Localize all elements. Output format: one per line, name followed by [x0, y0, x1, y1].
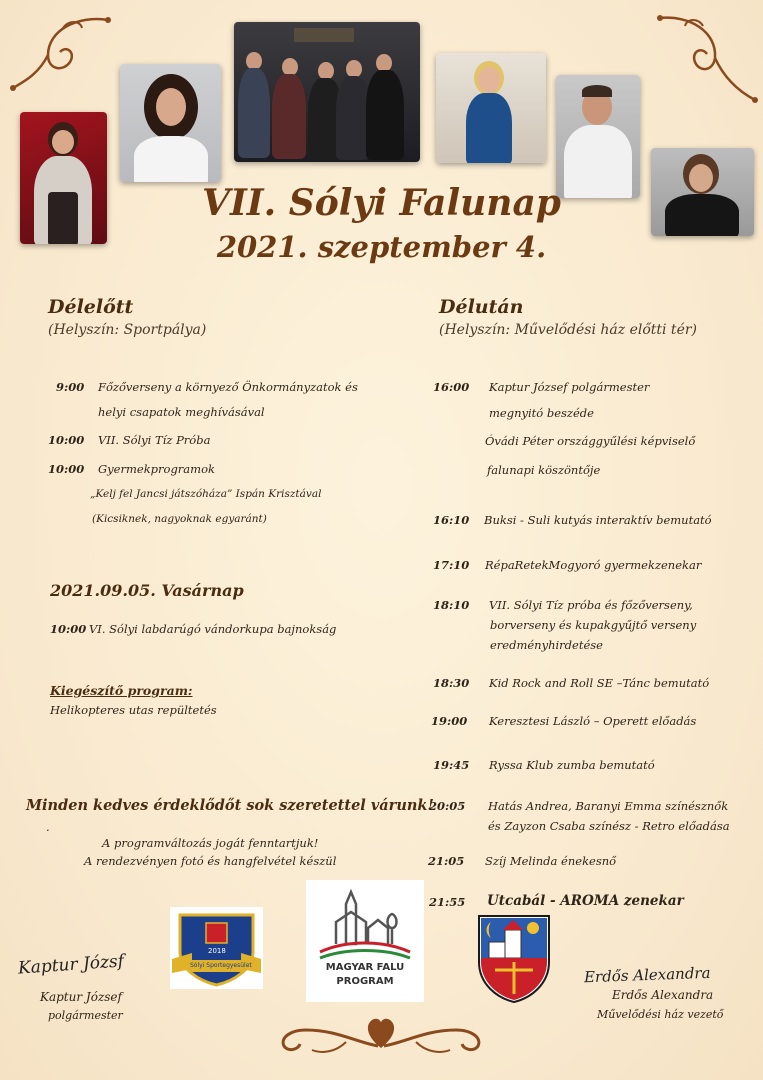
afternoon-time-5: 18:30	[433, 676, 470, 690]
signature-right-role: Művelődési ház vezető	[597, 1008, 724, 1021]
performer-photo-woman-red	[20, 112, 107, 244]
note-2: A rendezvényen fotó és hangfelvétel készül	[84, 854, 337, 868]
band-photo	[234, 22, 420, 162]
sunday-text: VI. Sólyi labdarúgó vándorkupa bajnokság	[89, 622, 337, 636]
afternoon-time-1: 16:00	[433, 380, 470, 394]
afternoon-line-3a: RépaRetekMogyoró gyermekzenekar	[485, 558, 702, 572]
magyar-falu-line-2: PROGRAM	[336, 976, 394, 987]
afternoon-line-7a: Ryssa Klub zumba bemutató	[489, 758, 655, 772]
morning-line-3a: Gyermekprogramok	[98, 462, 215, 476]
extra-heading: Kiegészítő program:	[50, 683, 193, 698]
performer-photo-woman-blue	[436, 53, 546, 163]
morning-line-1b: helyi csapatok meghívásával	[98, 405, 265, 419]
sport-badge-text: Sólyi Sportegyesület	[190, 962, 252, 969]
morning-line-1a: Főzőverseny a környező Önkormányzatok és	[98, 380, 358, 394]
afternoon-line-8b: és Zayzon Csaba színész - Retro előadása	[488, 819, 730, 833]
afternoon-line-1b: megnyitó beszéde	[489, 406, 594, 420]
afternoon-time-6: 19:00	[431, 714, 468, 728]
afternoon-line-10a: Utcabál - AROMA zenekar	[487, 893, 684, 909]
afternoon-line-1c: Óvádi Péter országgyűlési képviselő	[485, 434, 696, 448]
afternoon-time-2: 16:10	[433, 513, 470, 527]
afternoon-time-7: 19:45	[433, 758, 470, 772]
extra-text: Helikopteres utas repültetés	[50, 703, 217, 717]
afternoon-time-9: 21:05	[428, 854, 465, 868]
afternoon-line-4c: eredményhirdetése	[490, 638, 603, 652]
coat-of-arms-icon	[475, 912, 553, 1004]
afternoon-time-10: 21:55	[429, 895, 466, 909]
afternoon-line-1a: Kaptur József polgármester	[489, 380, 650, 394]
afternoon-heading: Délután	[439, 296, 524, 318]
magyar-falu-line-1: MAGYAR FALU	[325, 962, 405, 973]
signature-right-script: Erdős Alexandra	[583, 963, 711, 987]
afternoon-line-4a: VII. Sólyi Tíz próba és főzőverseny,	[489, 598, 693, 612]
afternoon-line-6a: Keresztesi László – Operett előadás	[489, 714, 697, 728]
afternoon-location: (Helyszín: Művelődési ház előtti tér)	[439, 322, 698, 338]
morning-time-2: 10:00	[48, 433, 85, 447]
sunday-heading: 2021.09.05. Vasárnap	[50, 581, 244, 600]
afternoon-time-4: 18:10	[433, 598, 470, 612]
sunday-time: 10:00	[50, 622, 87, 636]
performer-photo-man-white-shirt	[556, 75, 640, 198]
sport-club-logo	[170, 907, 263, 989]
corner-ornament-left	[8, 10, 118, 95]
signature-left-script: Kaptur Józsf	[17, 951, 125, 979]
performer-photo-woman-curly	[120, 64, 221, 182]
village-church-icon	[306, 884, 424, 964]
bottom-ornament	[276, 1008, 486, 1058]
afternoon-line-5a: Kid Rock and Roll SE –Tánc bemutató	[489, 676, 710, 690]
morning-heading: Délelőtt	[48, 296, 134, 318]
signature-right-name: Erdős Alexandra	[612, 988, 714, 1002]
welcome-message: Minden kedves érdeklődőt sok szeretettel várunk!	[26, 797, 434, 814]
afternoon-time-3: 17:10	[433, 558, 470, 572]
afternoon-line-2a: Buksi - Suli kutyás interaktív bemutató	[484, 513, 712, 527]
morning-line-3b: „Kelj fel Jancsi játszóháza” Ispán Krisztával	[90, 488, 322, 500]
morning-location: (Helyszín: Sportpálya)	[48, 322, 207, 338]
sport-badge-year: 2018	[208, 947, 226, 955]
separator-dot: .	[46, 820, 50, 834]
morning-line-3c: (Kicsiknek, nagyoknak egyaránt)	[92, 513, 267, 525]
afternoon-line-1d: falunapi köszöntője	[487, 463, 601, 477]
signature-left-role: polgármester	[48, 1009, 123, 1022]
morning-time-1: 9:00	[56, 380, 85, 394]
afternoon-line-8a: Hatás Andrea, Baranyi Emma színésznők	[488, 799, 729, 813]
note-1: A programváltozás jogát fenntartjuk!	[102, 836, 319, 850]
afternoon-time-8: 20:05	[429, 799, 466, 813]
afternoon-line-4b: borverseny és kupakgyűjtő verseny	[490, 618, 697, 632]
village-coat-of-arms	[475, 912, 553, 1004]
event-title: VII. Sólyi Falunap	[202, 182, 561, 224]
magyar-falu-program-logo	[306, 880, 424, 1002]
event-date: 2021. szeptember 4.	[216, 230, 547, 264]
corner-ornament-right	[655, 10, 760, 110]
morning-line-2a: VII. Sólyi Tíz Próba	[98, 433, 211, 447]
signature-left-name: Kaptur József	[40, 990, 122, 1004]
afternoon-line-9a: Szíj Melinda énekesnő	[485, 854, 617, 868]
morning-time-3: 10:00	[48, 462, 85, 476]
